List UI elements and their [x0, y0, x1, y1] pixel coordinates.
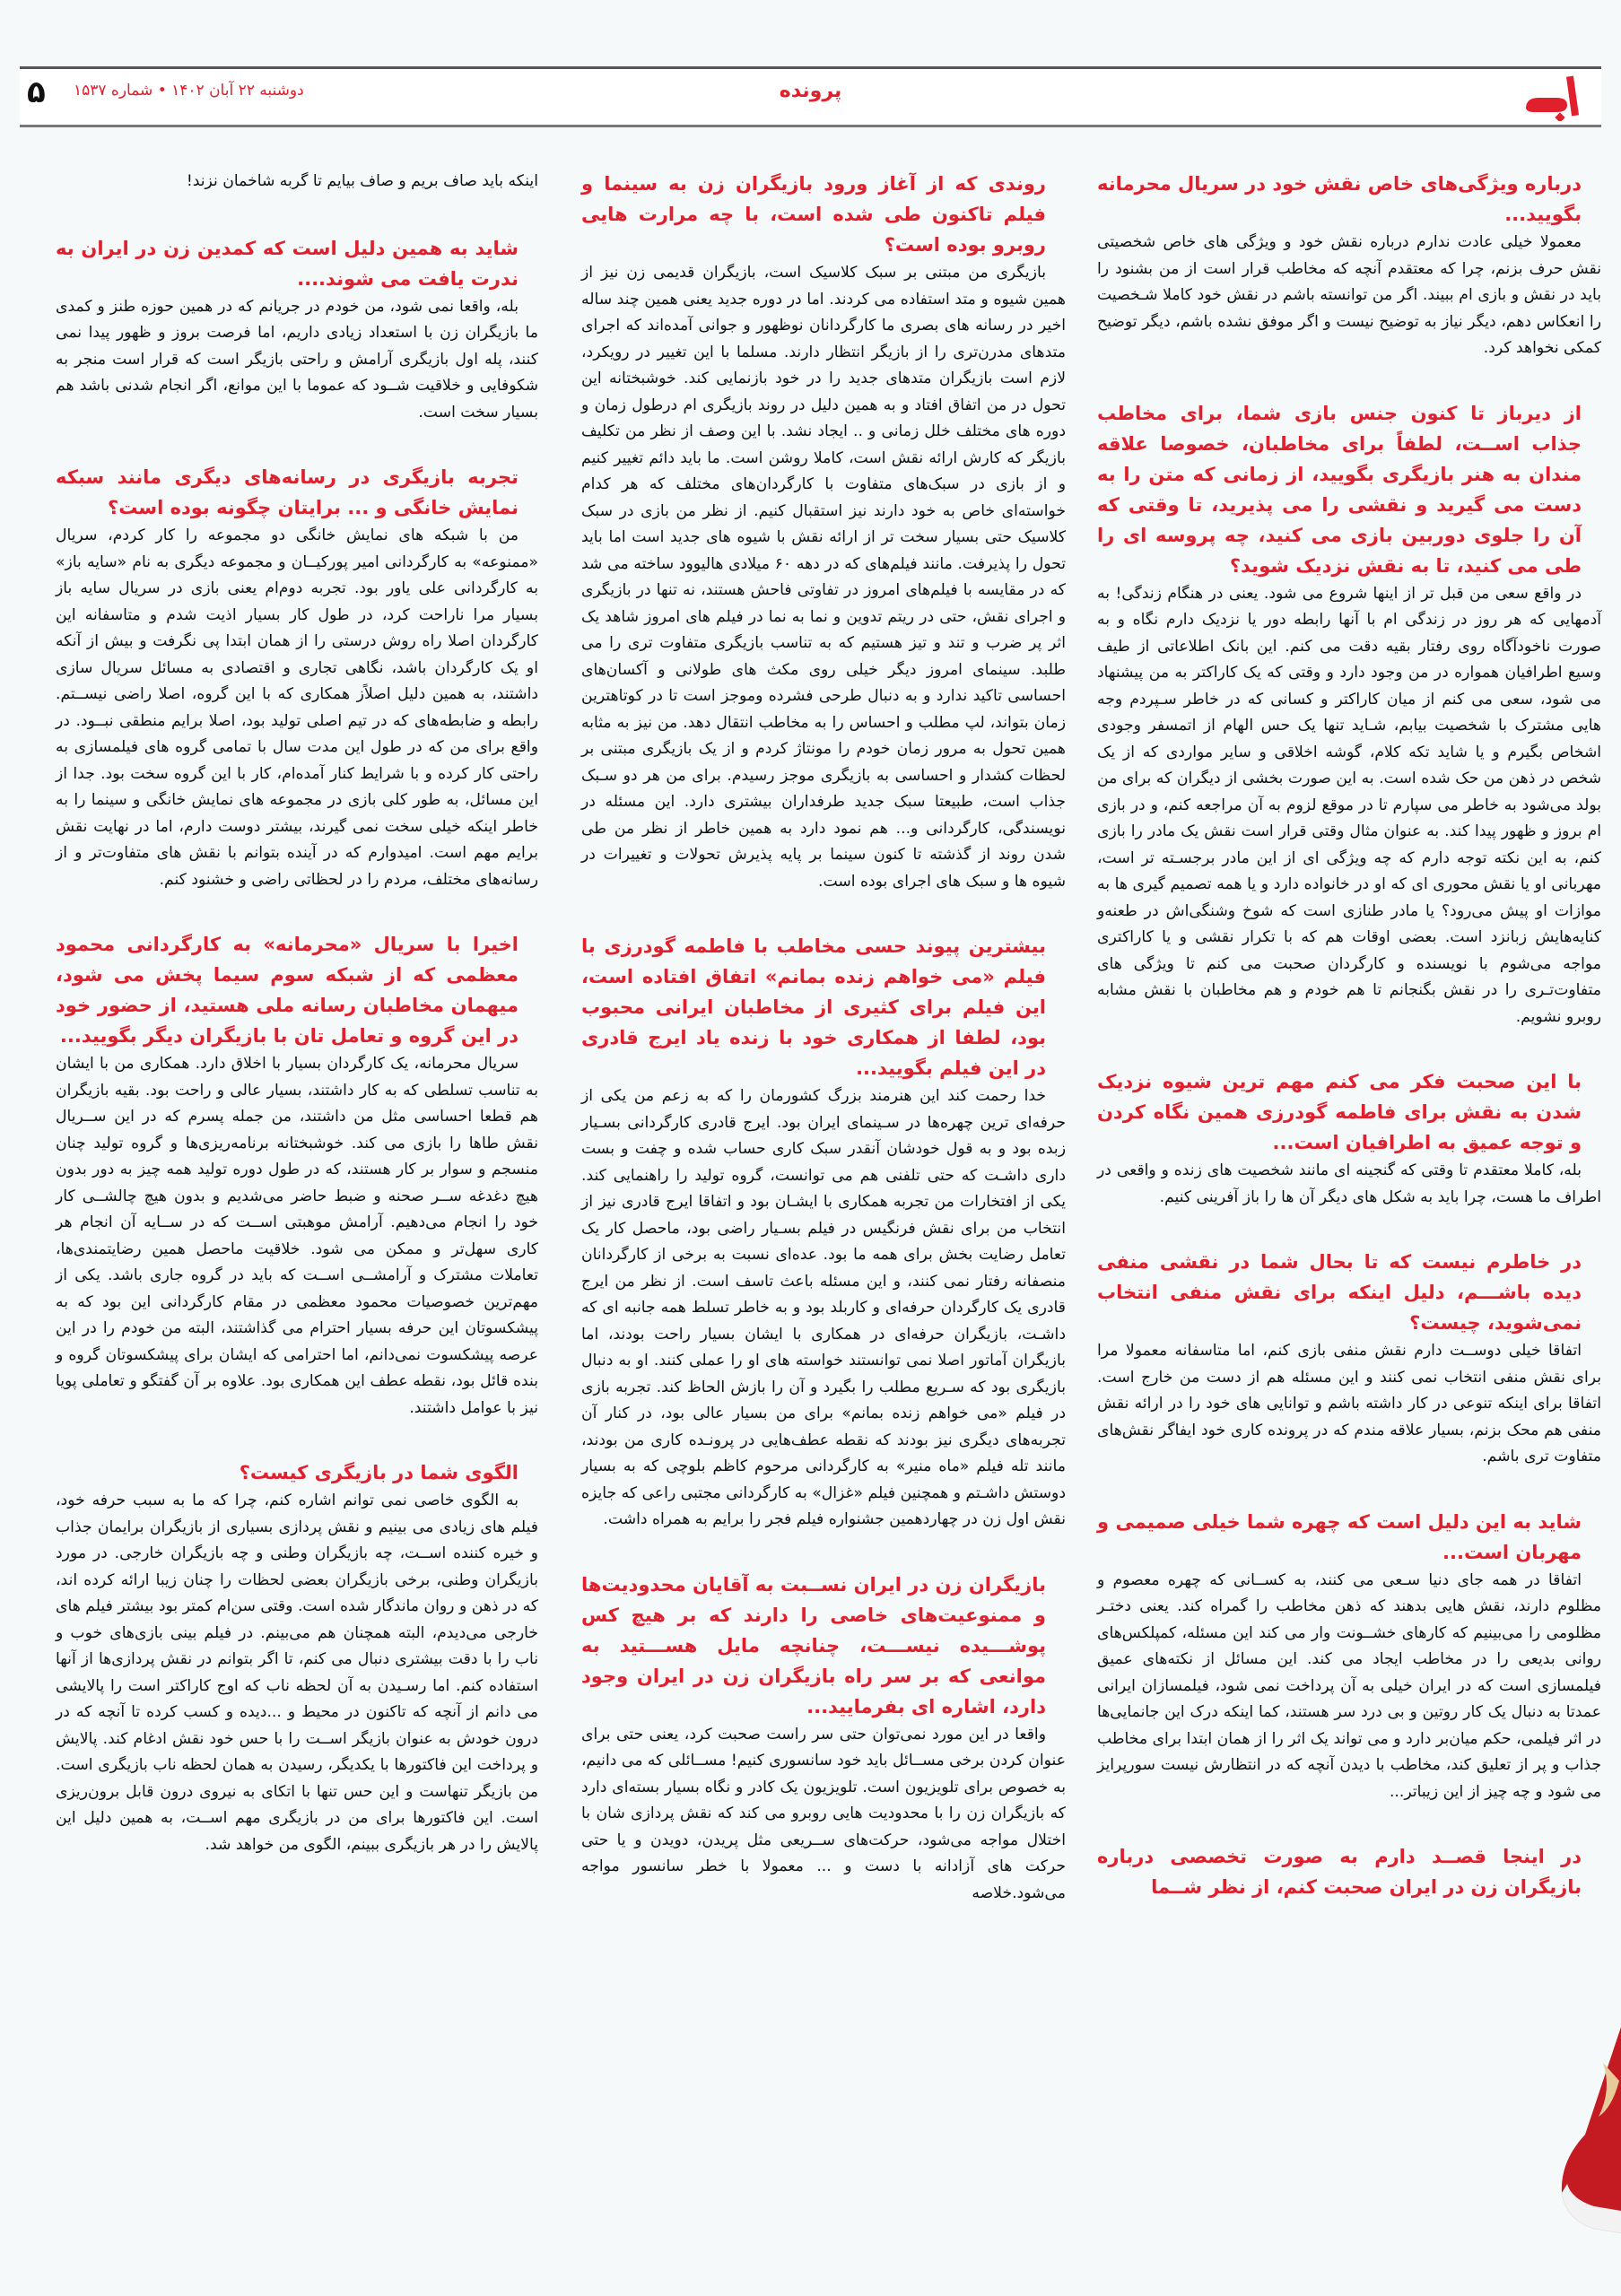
page-header: [20, 66, 1601, 127]
interview-answer: در واقع سعی من قبل تر از اینها شروع می شود. یعنی در هنگام زندگی! به آدمهایی که هر روز در زندگی ام با آنها رابطه دور یا نزدیک دارم نگاه و به صورت ناخودآگاه روی رفتار بقیه دقت می کنم. این بانک اطلاعاتی از طیف وسیع اطرافیان همواره در من وجود دارد و وقتی که یک کاراکتر به من پیشنهاد می شود، سعی می کنم از میان کاراکتر و کسانی که در خاطر سـپردم وجه هایی مشترک با شخصیت بیابم، شـاید تنها یک حس الهام از اتمسفر وجودی اشخاص بگیرم و یا شاید تکه کلام، گوشه اخلاقی و سایر مواردی که از یک شخص در ذهن من حک شده است. به این صورت بخشی از دیگران که برای من بولد می‌شود به خاطر می سپارم تا در موقع لزوم به آن مراجعه کنم، و در بازی ام بروز و ظهور پیدا کند. به عنوان مثال وقتی قرار است نقش یک مادر را بازی کنم، به این نکته توجه دارم که چه ویژگی ای از این مادر برجسـته تر است، مهربانی او یا نقش محوری ای که او در خانواده دارد و یا همه تصمیم گیری ها به موازات او پیش می‌رود؟ یا مادر طنازی است که شوخ وشنگی‌اش در طعنه‌و کنایه‌هایش زبانزد است. بعضی اوقات هم که با تکرار نقشی و یا کاراکتری مواجه می‌شوم با نویسنده و کارگردان صحبت می کنم تا ویژگی های متفاوت‌تـری را در نقش بگنجانم تا هم خودم و هم مخاطبان با نقش مشابه روبرو نشویم.: [1097, 584, 1601, 1026]
interview-answer: بله، کاملا معتقدم تا وقتی که گنجینه ای مانند شخصیت های زنده و واقعی در اطراف ما هست، چرا باید به شکل های دیگر آن ها را باز آفرینی کنیم.: [1097, 1161, 1601, 1206]
section-title: پرونده: [779, 80, 842, 102]
interview-question: از دیرباز تا کنون جنس بازی شما، برای مخاطب جذاب اســت، لطفاً برای مخاطبان، خصوصا علاقه مندان به هنر بازیگری بگویید، از زمانی که متن را به دست می گیرید و نقشی را می پذیرید، تا وقتی که آن را جلوی دوربین بازی می کنید، چه پروسه ای را طی می کنید، تا به نقش نزدیک شوید؟: [1097, 402, 1582, 577]
interview-question: روندی که از آغاز ورود بازیگران زن به سینما و فیلم تاکنون طی شده است، با چه مرارت هایی روبرو بوده است؟: [581, 173, 1046, 256]
column-left: [56, 169, 538, 1894]
interview-answer: من با شبکه های نمایش خانگی دو مجموعه را کار کردم، سریال «ممنوعه» به کارگردانی امیر پورکیــان و مجموعه دیگری به نام «سایه باز» به کارگردانی علی یاور بود. تجربه دوم‌ام یعنی بازی در سریال سایه باز بسیار مرا ناراحت کرد، در طول کار بسیار اذیت شدم و متاسفانه این کارگردان اصلا راه روش درستی را از همان ابتدا پی نگرفت و بیش از آنکه او یک کارگردان باشد، نگاهی تجاری و اقتصادی به مسائل سریال سازی داشتند، به همین دلیل اصلاًز همکاری که با این گروه، اصلا راضی نیســتم. رابطه و ضابطه‌های که در تیم اصلی تولید بود، اصلا برایم منطقی نبــود. در واقع برای من که در طول این مدت سال با تمامی گروه های فیلمسازی به راحتی کار کرده و با شرایط کنار آمده‌ام، کار با این گروه سخت بود. جدا از این مسائل، به طور کلی بازی در مجموعه های نمایش خانگی و سینما را به خاطر اینکه خیلی سخت نمی گیرند، بیشتر دوست دارم، اما در نهایت نقش برایم مهم است. امیدوارم که در آینده بتوانم با نقش های متفاوت‌تر و از رسانه‌های مختلف، مردم را در لحظاتی راضی و خشنود کنم.: [56, 526, 538, 889]
interview-question: در اینجا قصــد دارم به صورت تخصصی درباره بازیگران زن در ایران صحبت کنم، از نظر شــما: [1097, 1846, 1582, 1898]
interview-answer: بازیگری من مبتنی بر سبک کلاسیک است، بازیگران قدیمی زن نیز از همین شیوه و متد استفاده می کردند. اما در دوره جدید یعنی همین چند ساله اخیر در رسانه های بصری ما کارگردانان نوظهور و جوانی آمده‌اند که اجرای متدهای مدرن‌تری را از بازیگر انتظار دارند. مسلما با این تغییر در رویکرد، لازم است بازیگران متدهای جدید را در خود بازنمایی کند. خوشبختانه این تحول در من اتفاق افتاد و به همین دلیل در روند بازیگری ام درطول زمان و دوره های مختلف خلل زمانی و .. ایجاد نشد. با این وصف از نظر من تکلیف بازیگر که کارش ارائه نقش است، کاملا روشن است. ما باید دائم تغییر کنیم و از بازی در سبک‌های متفاوت با کارگردان‌های مختلف که هر کدام خواسته‌ای خاص به خود دارند نیز استقبال کنیم. از نظر من بازی در سبک کلاسیک حتی بسیار سخت تر از ارائه نقش با شیوه های جدید است اما باید تحول را پذیرفت. مانند فیلم‌های که در دهه ۶۰ میلادی هالیوود ساخته می شد که در مقایسه با فیلم‌های امروز در تفاوتی فاحش هستند، نه تنها در بازیگری و اجرای نقش، حتی در ریتم تدوین و نما به نما در فیلم های امروز شاهد یک اثر پر ضرب و تند و تیز هستیم که به تناسب بازیگری متفاوت تری را می طلبد. سینمای امروز دیگر خیلی روی مکث های طولانی و آکسان‌های احساسی تاکید ندارد و به دنبال طرحی فشرده وموجز است تا در کوتاهترین زمان بتواند، لپ مطلب و احساس را به مخاطب انتقال دهد. من نیز به مثابه همین تحول به مرور زمان خودم را مونتاژ کردم و از یک بازیگری مبتنی بر لحظات کشدار و احساسی به بازیگری موجز رسیدم. برای من هر دو سـبک جذاب است، طبیعتا سبک جدید طرفداران بیشتری دارد. این مسئله در نویسندگی، کارگردانی و... هم نمود دارد به همین خاطر از نظر من طی شدن روند از گذشته تا کنون سینما بر پایه پذیرش تحولات و تغییرات در شیوه ها و سبک های اجرای بوده است.: [581, 264, 1066, 891]
interview-answer: اتفاقا خیلی دوســت دارم نقش منفی بازی کنم، اما متاسفانه معمولا مرا برای نقش منفی انتخاب نمی کنند و این مسئله هم از دست من خارج است. اتفاقا برای اینکه تنوعی در کار داشته باشم و توانایی های خود را در ارائه نقش منفی هم محک بزنم، بسیار علاقه مندم که در پرونده کاری خود ایفاگر نقش‌های متفاوت تری باشم.: [1097, 1342, 1601, 1465]
interview-question: شاید به همین دلیل است که کمدین زن در ایران به ندرت یافت می شوند....: [56, 237, 519, 290]
interview-answer: خدا رحمت کند این هنرمند بزرگ کشورمان را که به زعم من یکی از حرفه‌ای ترین چهره‌ها در سـینمای ایران بود. ایرج قادری کارگردانی بسـیار زبده بود و به قول خودشان آنقدر سبک کاری حساب شده و چفت و بست داری داشـت که حتی تلفنی هم می توانست، گروه تولید را راهنمایی کند. یکی از افتخارات من تجربه همکاری با ایشـان بود و اتفاقا ایرج قادری نیز از انتخاب من برای نقش فرنگیس در فیلم بسـیار راضی بود، ماحصل کار یک تعامل رضایت بخش برای همه ما بود. عده‌ای نسبت به برخی از کارگردانان منصفانه رفتار نمی کنند، و این مسئله باعث تاسف است. از نظر من ایرج قادری یک کارگردان حرفه‌ای و کاربلد بود و به خاطر تسلط همه جانبه ای که داشـت، بازیگران حرفه‌ای در همکاری با ایشان بسیار راحت بودند، اما بازیگران آماتور اصلا نمی توانستند خواسته های او را عملی کنند. او به دنبال بازیگری بود که سـریع مطلب را بگیرد و آن را بازش الحاظ کند. تجربه بازی در فیلم «می خواهم زنده بمانم» برای من بسیار عالی بود، در کنار آن تجربه‌های دیگری نیز بودند که نقطه عطف‌هایی در پرونـده کاری من بودند، مانند تله فیلم «ماه منیر» به کارگردانی مرحوم کاظم بلوچی که به بسیار دوستش داشـتم و همچنین فیلم «غزال» به کارگردانی مجتبی راعی که جایزه نقش اول زن در چهاردهمین جشنواره فیلم فجر را برایم به همراه داشت.: [581, 1087, 1066, 1528]
saba-logo-icon: [1521, 73, 1585, 121]
interview-question: بیشترین پیوند حسی مخاطب با فاطمه گودرزی با فیلم «می خواهم زنده بمانم» اتفاق افتاده است، این فیلم برای کثیری از مخاطبان ایرانی محبوب بود، لطفا از همکاری خود با زنده یاد ایرج قادری در این فیلم بگویید...: [581, 935, 1046, 1079]
interview-answer: بله، واقعا نمی شود، من خودم در جریانم که در همین حوزه طنز و کمدی ما بازیگران زن با استعداد زیادی داریم، اما فرصت بروز و ظهور پیدا نمی کنند، پله اول بازیگری آرامش و راحتی بازیگر است که قرار است منجر به شکوفایی و خلاقیت شــود که عموما با این موانع، اگر انجام شدنی باشد هم بسیار سخت است.: [56, 297, 538, 422]
interview-question: در خاطرم نیست که تا بحال شما در نقشی منفی دیده باشـــم، دلیل اینکه برای نقش منفی انتخاب نمی‌شوید، چیست؟: [1097, 1251, 1582, 1334]
interview-question: با این صحبت فکر می کنم مهم ترین شیوه نزدیک شدن به نقش برای فاطمه گودرزی همین نگاه کردن و توجه عمیق به اطرافیان است...: [1097, 1071, 1582, 1153]
interview-answer: اینکه باید صاف بریم و صاف بیایم تا گربه شاخمان نزند!: [186, 172, 538, 190]
interview-question: بازیگران زن در ایران نســبت به آقایان محدودیت‌ها و ممنوعیت‌های خاصی را دارند که بر هیچ کس پوشـــیده نیســـت، چنانچه مایل هســـتید به موانعی که بر سر راه بازیگران زن در ایران وجود دارد، اشاره ای بفرمایید...: [581, 1573, 1046, 1718]
interview-question: اخیرا با سریال «محرمانه» به کارگردانی محمود معظمی که از شبکه سوم سیما پخش می شود، میهمان مخاطبان رسانه ملی هستید، از حضور خود در این گروه و تعامل تان با بازیگران دیگر بگویید...: [56, 934, 519, 1047]
shoe-photo: [1558, 2027, 1621, 2233]
column-middle: [581, 169, 1066, 1943]
interview-question: الگوی شما در بازیگری کیست؟: [239, 1462, 519, 1483]
interview-answer: معمولا خیلی عادت ندارم درباره نقش خود و ویژگی های خاص شخصیتی نقش حرف بزنم، چرا که معتقدم آنچه که مخاطب قرار است از من بشنود را باید در نقش و بازی ام ببیند. اگر من توانسته باشم در نقش خود کاملا شـخصیت را انعکاس دهم، دیگر نیاز به توضیح نیست و اگر موفق نشده باشم، دیگر توضیح کمکی نخواهد کرد.: [1097, 233, 1601, 357]
interview-answer: به الگوی خاصی نمی توانم اشاره کنم، چرا که ما به سبب حرفه خود، فیلم های زیادی می بینیم و نقش پردازی بسیاری از بازیگران برایمان جذاب و خیره کننده اســت، چه بازیگران وطنی و چه بازیگران خارجی. در مورد بازیگران وطنی، برخی بازیگران بعضی لحظات را چنان زیبا ارائه کرده اند، که در ذهن و روان ماندگار شده است. وقتی سن‌ام کمتر بود بیشتر فیلم های خارجی می‌دیدم، البته همچنان هم می‌بینم. در فیلم بینی بازی‌های خوب و ناب را با دقت بیشتری دنبال می کنم، تا اگر بتوانم در نقش پردازی‌ها از آنها استفاده کنم. اما رسـیدن به آن لحظه ناب که اوج کاراکتر است را پالایشی می دانم از آنچه که تاکنون در محیط و ...دیده و کسب کرده تا آنچه که در درون خودش به عنوان بازیگر اســت را با حس خود نقش ادغام کند. پالایش و پرداخت این فاکتورها با یکدیگر، رسیدن به همان لحظه ناب بازیگری است. من بازیگر تنهاست و این حس تنها با اتکای به نیروی درون قابل برون‌ریزی است. این فاکتورها برای من در بازیگری مهم اســت، به همین دلیل این پالایش را در هر بازیگری ببینم، الگوی من خواهد شد.: [56, 1492, 538, 1854]
interview-question: درباره ویژگی‌های خاص نقش خود در سریال محرمانه بگویید...: [1097, 173, 1582, 225]
interview-answer: اتفاقا در همه جای دنیا سـعی می کنند، به کســانی که چهره معصوم و مظلوم دارند، نقش هایی بدهند که ذهن مخاطب را گمراه کند. یعنی دختـر مظلومی را می‌بینیم که کارهای خشــونت وار می کند این مسئله، کمپلکس‌های روانی بدیعی را در مخاطب ایجاد می کند. این مسائل از نکته‌های عمیق فیلمسازی است که در ایران خیلی به آن پرداخت نمی شود، فیلمسازان ایرانی عمدتا به دنبال یک کار روتین و بی درد سر هستند، کما اینکه درک این جانمایی‌ها در اثر فیلمی، حکم میان‌بر دارد و می تواند یک اثر را از همان ابتدا برای مخاطب جذاب و پر از تعلیق کند، مخاطب با دیدن آنچه که در انتظارش نیست سورپرایز می شود و چه چیز از این زیباتر...: [1097, 1570, 1601, 1801]
issue-info: دوشنبه ۲۲ آبان ۱۴۰۲ • شماره ۱۵۳۷: [74, 82, 304, 100]
newspaper-logo[interactable]: [1521, 73, 1585, 121]
interview-answer: واقعا در این مورد نمی‌توان حتی سر راست صحبت کرد، یعنی حتی برای عنوان کردن برخی مســائل باید خود سانسوری کنیم! مســائلی که می دانیم، به خصوص برای تلویزیون است. تلویزیون یک کادر و نگاه بسیار بسته‌ای دارد که بازیگران زن را با محدودیت هایی روبرو می کند که نقش پردازی شان با اختلال مواجه می‌شود، حرکت‌های ســریعی مثل پریدن، دویدن و یا حتی حرکت های آزادانه با دست و ... معمولا با خطر سانسور مواجه می‌شود.خلاصه: [581, 1725, 1066, 1902]
page-number: ۵: [27, 74, 46, 110]
interview-question: شاید به این دلیل است که چهره شما خیلی صمیمی و مهربان است...: [1097, 1510, 1582, 1563]
column-right: [1097, 169, 1601, 1902]
interview-answer: سریال محرمانه، یک کارگردان بسیار با اخلاق دارد. همکاری من با ایشان به تناسب تسلطی که به کار داشتند، بسیار عالی و راحت بود. بقیه بازیگران هم قطعا احساسی مثل من داشتند، من جمله پسرم که در این ســریال نقش طاها را بازی می کند. خوشبختانه برنامه‌ریزی‌ها و گروه تولید چنان منسجم و سوار بر کار هستند، که در طول دوره تولید همه چیز به دور بدون هیچ دغدغه ســر صحنه و ضبط حاضر می‌شدیم و بدون هیچ چالشــی کار خود را انجام می‌دهیم. آرامش موهبتی اســت که در ســایه آن انجام هر کاری سهل‌تر و ممکن می شود. خلاقیت ماحصل همین رضایتمندی‌ها، تعاملات مشترک و آرامشــی اســت که باید در گروه جاری باشد. یکی از مهم‌ترین خصوصیات محمود معظمی در مقام کارگردانی این بود که به پیشکسوتان این حرفه بسیار احترام می گذاشتند، البته من خودم را در این عرصه پیشکسوت نمی‌دانم، اما احترامی که ایشان برای پیشکسوتان گروه و بنده قائل بود، نقطه عطف این همکاری بود. علاوه بر آن گفتگو و تعاملی پویا نیز با عوامل داشتند.: [56, 1055, 538, 1417]
interview-question: تجربه بازیگری در رسانه‌های دیگری مانند سبکه نمایش خانگی و ... برایتان چگونه بوده است؟: [56, 466, 519, 518]
